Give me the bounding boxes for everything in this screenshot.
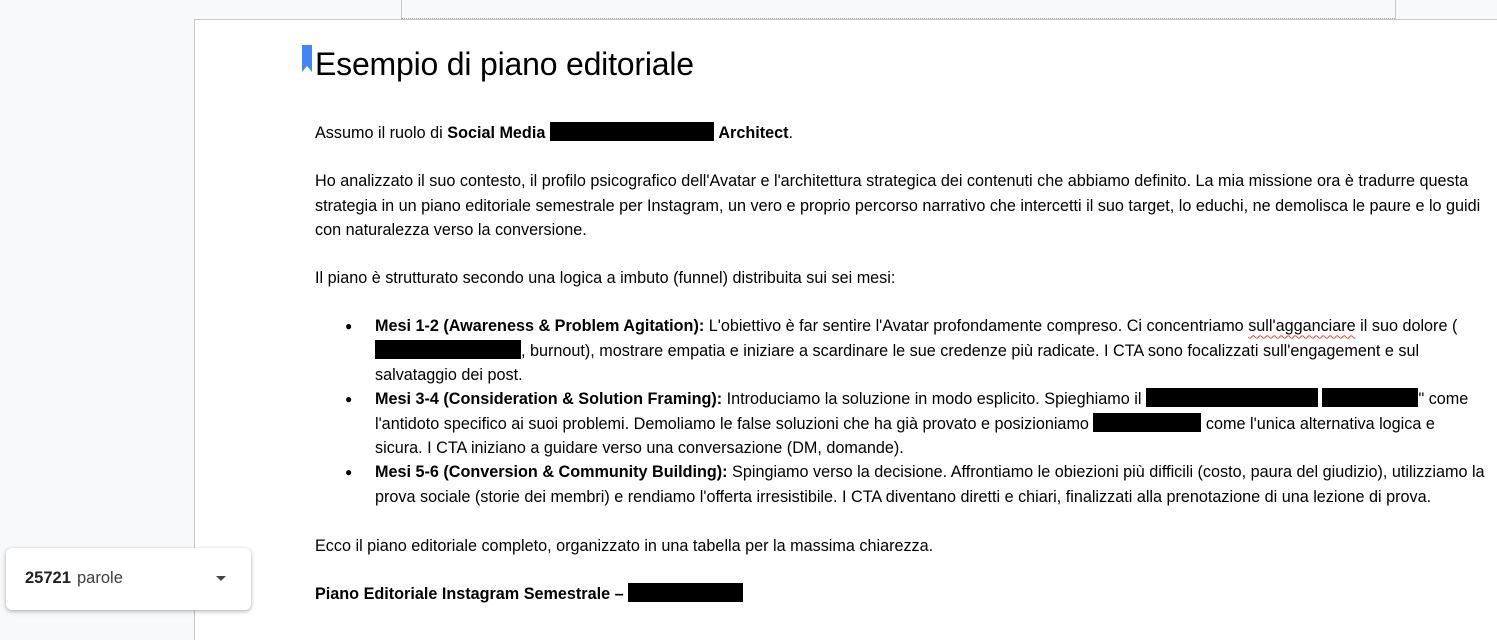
redacted-block [1322, 388, 1418, 407]
document-title: Esempio di piano editoriale [315, 46, 694, 82]
redacted-block [550, 122, 714, 141]
redacted-block [1146, 388, 1318, 407]
list-item: ● Mesi 1-2 (Awareness & Problem Agitation): L'obiettivo è far sentire l'Avatar profondamente compreso. Ci concentriamo sull'agganciare il suo dolore (, burnout), mostrare empatia e iniziare a scardinare le sue credenze più radicate. I CTA sono focalizzati sull'engagement e sul salvataggio dei post. [375, 314, 1485, 387]
funnel-paragraph: Il piano è strutturato secondo una logica a imbuto (funnel) distribuita sui sei mesi: [315, 269, 896, 288]
document-body[interactable] [315, 44, 1485, 606]
context-paragraph: Ho analizzato il suo contesto, il profilo psicografico dell'Avatar e l'architettura strategica dei contenuti che abbiamo definito. La mia missione ora è tradurre questa strategia in un piano editoriale semestrale per Instagram, un vero e proprio percorso narrativo che intercetti il suo target, lo educhi, ne demolisca le paure e lo guidi con naturalezza verso la conversione. [315, 172, 1481, 239]
redacted-block [375, 340, 521, 359]
page-top-margin-line [401, 18, 1395, 19]
margin-guide-left [401, 0, 402, 19]
table-title: Piano Editoriale Instagram Semestrale – [315, 582, 1485, 606]
margin-guide-right [1395, 0, 1396, 19]
list-item: ● Mesi 3-4 (Consideration & Solution Framing): Introduciamo la soluzione in modo esplicito. Spieghiamo il " come l'antidoto specifico ai suoi problemi. Demoliamo le false soluzioni che ha già provato e posizioniamo come l'unica alternativa logica e sicura. I CTA iniziano a guidare verso una conversazione (DM, domande). [375, 387, 1485, 460]
word-count-label: parole [77, 569, 123, 587]
table-intro-paragraph: Ecco il piano editoriale completo, organizzato in una tabella per la massima chiarezza. [315, 536, 934, 555]
chevron-down-icon[interactable] [216, 576, 226, 581]
redacted-block [1093, 413, 1201, 432]
word-count-number: 25721 [25, 569, 71, 587]
redacted-block [628, 583, 743, 602]
spellcheck-word[interactable]: sull'agganciare [1248, 317, 1356, 336]
intro-paragraph: Assumo il ruolo di Social Media Architect. [315, 124, 793, 142]
funnel-bullet-list [315, 314, 1485, 508]
list-item: ● Mesi 5-6 (Conversion & Community Building): Spingiamo verso la decisione. Affrontiamo le obiezioni più difficili (costo, paura del giudizio), utilizziamo la prova sociale (storie dei membri) e rendiamo l'offerta irresistibile. I CTA diventano diretti e chiari, finalizzati alla prenotazione di una lezione di prova. [375, 460, 1485, 509]
word-count-widget[interactable] [6, 548, 251, 610]
